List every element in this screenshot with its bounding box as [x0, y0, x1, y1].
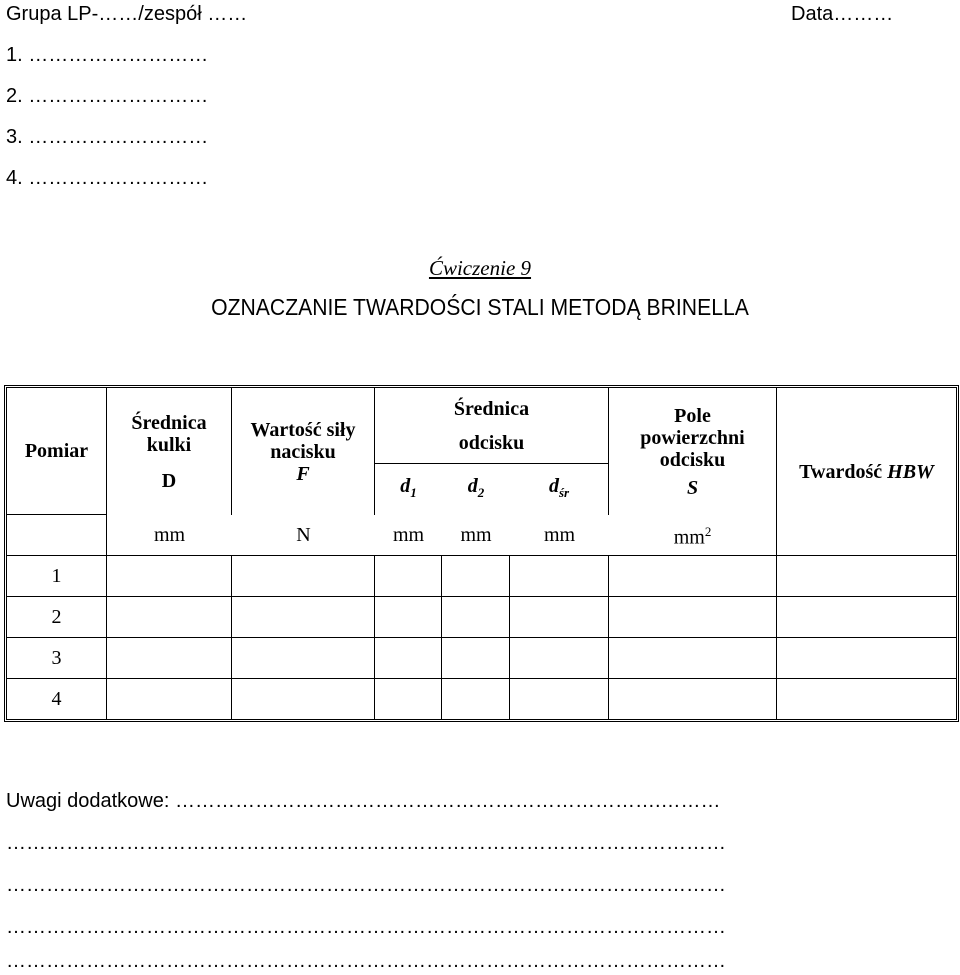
cell-d1[interactable] [375, 556, 442, 597]
unit-ball: mm [107, 515, 232, 556]
cell-dsr[interactable] [510, 597, 609, 638]
header-area-line1: Pole [674, 404, 711, 427]
cell-force[interactable] [232, 597, 375, 638]
cell-ball[interactable] [107, 597, 232, 638]
cell-d1[interactable] [375, 679, 442, 719]
measurement-table [4, 385, 959, 722]
date-field: Data……… [791, 3, 894, 25]
header-ball-symbol: D [161, 469, 177, 492]
member-line-4: 4. ……………………… [6, 167, 209, 189]
header-hardness [777, 388, 956, 556]
header-indent-line1: Średnica [453, 397, 530, 420]
header-ball-line1: Średnica [131, 411, 207, 434]
cell-ball[interactable] [107, 638, 232, 679]
cell-d2[interactable] [442, 556, 510, 597]
unit-area [609, 515, 777, 556]
notes-line-1: ……………………………………………………………………………………………… [6, 832, 726, 854]
header-indent-diameter [375, 388, 609, 464]
unit-d2: mm [442, 515, 510, 556]
dsr-subscript: śr [558, 485, 570, 500]
row-number: 2 [7, 597, 107, 638]
header-indent-line2: odcisku [458, 431, 525, 454]
cell-area[interactable] [609, 638, 777, 679]
cell-d2[interactable] [442, 679, 510, 719]
exercise-subtitle: Ćwiczenie 9 [428, 256, 532, 280]
d2-subscript: 2 [477, 485, 485, 500]
cell-dsr[interactable] [510, 679, 609, 719]
cell-hardness[interactable] [777, 679, 956, 719]
cell-d2[interactable] [442, 597, 510, 638]
member-line-2: 2. ……………………… [6, 85, 209, 107]
cell-hardness[interactable] [777, 597, 956, 638]
unit-dsr: mm [510, 515, 609, 556]
header-area [609, 388, 777, 515]
cell-dsr[interactable] [510, 556, 609, 597]
cell-force[interactable] [232, 638, 375, 679]
notes-label: Uwagi dodatkowe: ……………………………………………………………….……… [6, 790, 721, 812]
cell-force[interactable] [232, 556, 375, 597]
dsr-symbol: d [548, 475, 559, 497]
member-line-1: 1. ……………………… [6, 44, 209, 66]
header-area-line2: powierzchni [640, 426, 745, 449]
cell-d2[interactable] [442, 638, 510, 679]
group-field: Grupa LP-……/zespół …… [6, 3, 248, 25]
notes-line-2: ……………………………………………………………………………………………… [6, 874, 726, 896]
units-pomiar [7, 515, 107, 556]
cell-ball[interactable] [107, 679, 232, 719]
member-line-3: 3. ……………………… [6, 126, 209, 148]
header-ball-line2: kulki [146, 433, 192, 456]
row-number: 4 [7, 679, 107, 719]
header-area-line3: odcisku [659, 448, 726, 471]
table-row [7, 679, 956, 719]
cell-area[interactable] [609, 556, 777, 597]
notes-line-4: ……………………………………………………………………………………………… [6, 950, 726, 972]
unit-area-base: mm [673, 526, 705, 549]
cell-area[interactable] [609, 597, 777, 638]
unit-force: N [232, 515, 375, 556]
exercise-title: OZNACZANIE TWARDOŚCI STALI METODĄ BRINELLA [211, 294, 749, 320]
cell-hardness[interactable] [777, 556, 956, 597]
row-number: 1 [7, 556, 107, 597]
unit-d1: mm [375, 515, 442, 556]
header-d1 [375, 464, 442, 515]
header-force-symbol: F [296, 462, 310, 485]
cell-force[interactable] [232, 679, 375, 719]
header-force [232, 388, 375, 515]
cell-hardness[interactable] [777, 638, 956, 679]
header-pomiar [7, 388, 107, 515]
header-force-line1: Wartość siły [250, 418, 356, 441]
cell-dsr[interactable] [510, 638, 609, 679]
header-ball-diameter [107, 388, 232, 515]
header-d2 [442, 464, 510, 515]
unit-area-exponent: 2 [704, 524, 712, 540]
cell-d1[interactable] [375, 638, 442, 679]
cell-d1[interactable] [375, 597, 442, 638]
table-row [7, 638, 956, 679]
header-hardness-symbol: HBW [887, 460, 934, 483]
row-number: 3 [7, 638, 107, 679]
notes-line-3: ……………………………………………………………………………………………… [6, 916, 726, 938]
d1-symbol: d [400, 475, 411, 497]
header-dsr [510, 464, 609, 515]
header-pomiar-label: Pomiar [24, 440, 89, 462]
header-area-symbol: S [686, 476, 699, 499]
header-hardness-label: Twardość [799, 460, 888, 483]
table-row [7, 597, 956, 638]
table-row [7, 556, 956, 597]
header-force-line2: nacisku [270, 440, 336, 463]
cell-area[interactable] [609, 679, 777, 719]
cell-ball[interactable] [107, 556, 232, 597]
d1-subscript: 1 [410, 485, 417, 500]
d2-symbol: d [467, 475, 478, 497]
